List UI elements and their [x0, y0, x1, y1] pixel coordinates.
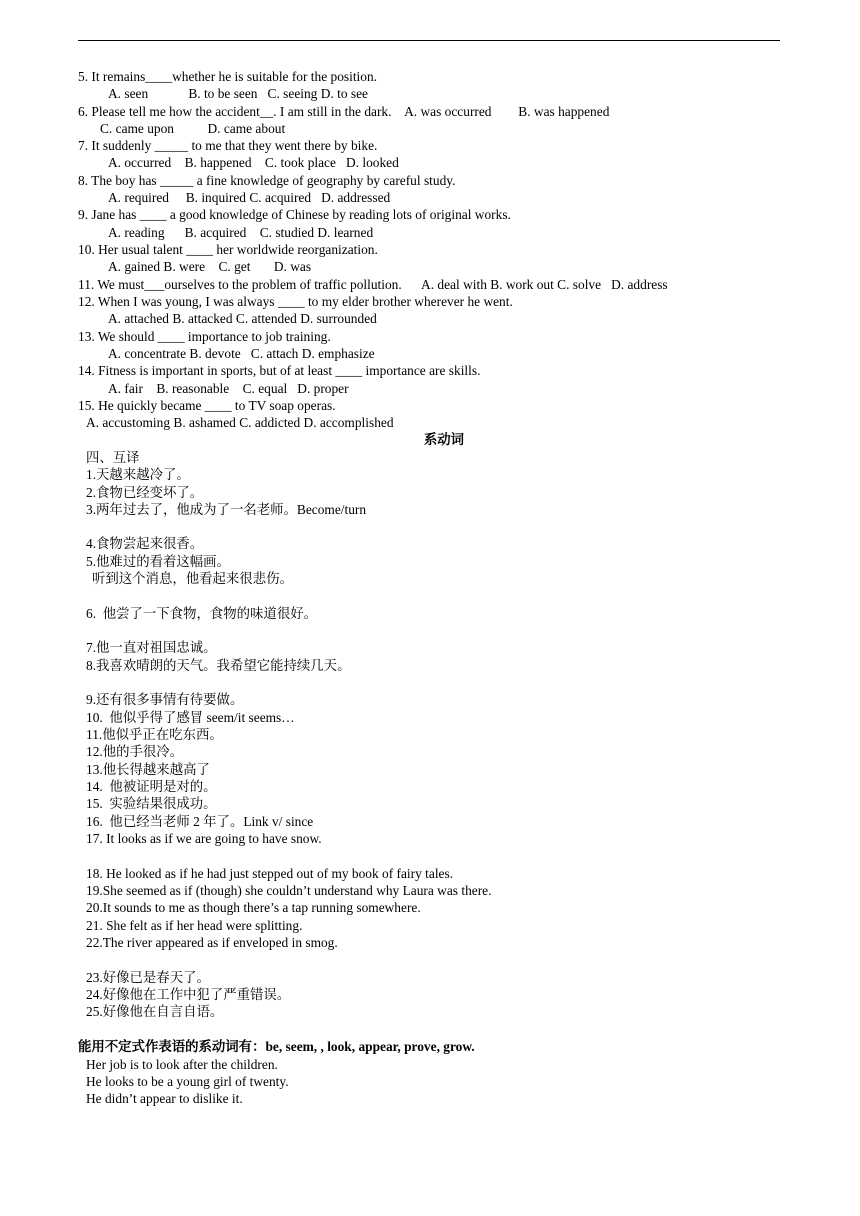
- question-7-options: A. occurred B. happened C. took place D. looked: [108, 155, 399, 170]
- translation-item: 24.好像他在工作中犯了严重错误。: [86, 987, 291, 1002]
- translation-item: 14. 他被证明是对的。: [86, 779, 217, 794]
- translation-item: 16. 他已经当老师 2 年了。Link v/ since: [86, 814, 314, 829]
- header-rule: [78, 40, 780, 41]
- translation-item: 12.他的手很冷。: [86, 744, 184, 759]
- translation-item: 1.天越来越冷了。: [86, 467, 190, 482]
- question-12-stem: 12. When I was young, I was always ____ to my elder brother wherever he went.: [78, 294, 513, 309]
- translation-item: 19.She seemed as if (though) she couldn’t understand why Laura was there.: [86, 883, 492, 898]
- translation-item: 9.还有很多事情有待要做。: [86, 692, 244, 707]
- question-11-stem: 11. We must___ourselves to the problem of traffic pollution. A. deal with B. work out C. solve D. address: [78, 277, 668, 292]
- translation-item: 20.It sounds to me as though there’s a tap running somewhere.: [86, 900, 421, 915]
- question-6-stem: 6. Please tell me how the accident__. I am still in the dark. A. was occurred B. was happened: [78, 104, 610, 119]
- question-14-options: A. fair B. reasonable C. equal D. proper: [108, 381, 349, 396]
- translation-item: 25.好像他在自言自语。: [86, 1004, 224, 1019]
- translation-item: 18. He looked as if he had just stepped out of my book of fairy tales.: [86, 866, 454, 881]
- section-title: 系动词: [423, 432, 465, 447]
- question-8-options: A. required B. inquired C. acquired D. addressed: [108, 190, 391, 205]
- translation-item: 21. She felt as if her head were splitting.: [86, 918, 303, 933]
- translation-item: 10. 他似乎得了感冒 seem/it seems…: [86, 710, 295, 725]
- question-5-stem: 5. It remains____whether he is suitable for the position.: [78, 69, 377, 84]
- translation-item: 听到这个消息，他看起来很悲伤。: [92, 571, 293, 586]
- translation-item: 11.他似乎正在吃东西。: [86, 727, 223, 742]
- question-5-options: A. seen B. to be seen C. seeing D. to see: [108, 86, 368, 101]
- translation-item: 23.好像已是春天了。: [86, 970, 210, 985]
- translation-item: 4.食物尝起来很香。: [86, 536, 204, 551]
- question-9-stem: 9. Jane has ____ a good knowledge of Chinese by reading lots of original works.: [78, 207, 511, 222]
- example-sentence: He looks to be a young girl of twenty.: [86, 1074, 289, 1089]
- question-6-options: C. came upon D. came about: [100, 121, 286, 136]
- question-10-stem: 10. Her usual talent ____ her worldwide reorganization.: [78, 242, 378, 257]
- example-sentence: Her job is to look after the children.: [86, 1057, 278, 1072]
- question-13-stem: 13. We should ____ importance to job training.: [78, 329, 331, 344]
- part4-heading: 四、互译: [86, 450, 140, 465]
- translation-item: 13.他长得越来越高了: [86, 762, 210, 777]
- question-14-stem: 14. Fitness is important in sports, but of at least ____ importance are skills.: [78, 363, 481, 378]
- question-8-stem: 8. The boy has _____ a fine knowledge of geography by careful study.: [78, 173, 456, 188]
- translation-item: 2.食物已经变坏了。: [86, 485, 204, 500]
- translation-item: 7.他一直对祖国忠诚。: [86, 640, 217, 655]
- question-12-options: A. attached B. attacked C. attended D. surrounded: [108, 311, 377, 326]
- question-7-stem: 7. It suddenly _____ to me that they went there by bike.: [78, 138, 378, 153]
- translation-item: 3.两年过去了，他成为了一名老师。Become/turn: [86, 502, 367, 517]
- translation-item: 8.我喜欢晴朗的天气。我希望它能持续几天。: [86, 658, 351, 673]
- question-9-options: A. reading B. acquired C. studied D. learned: [108, 225, 374, 240]
- question-13-options: A. concentrate B. devote C. attach D. emphasize: [108, 346, 375, 361]
- translation-item: 6. 他尝了一下食物，食物的味道很好。: [86, 606, 317, 621]
- question-15-stem: 15. He quickly became ____ to TV soap operas.: [78, 398, 336, 413]
- example-sentence: He didn’t appear to dislike it.: [86, 1091, 243, 1106]
- translation-item: 22.The river appeared as if enveloped in smog.: [86, 935, 338, 950]
- translation-item: 5.他难过的看着这幅画。: [86, 554, 230, 569]
- infinitive-heading: 能用不定式作表语的系动词有：be, seem, , look, appear, prove, grow.: [78, 1039, 475, 1054]
- translation-item: 15. 实验结果很成功。: [86, 796, 217, 811]
- translation-item: 17. It looks as if we are going to have snow.: [86, 831, 322, 846]
- question-15-options: A. accustoming B. ashamed C. addicted D. accomplished: [86, 415, 394, 430]
- question-10-options: A. gained B. were C. get D. was: [108, 259, 312, 274]
